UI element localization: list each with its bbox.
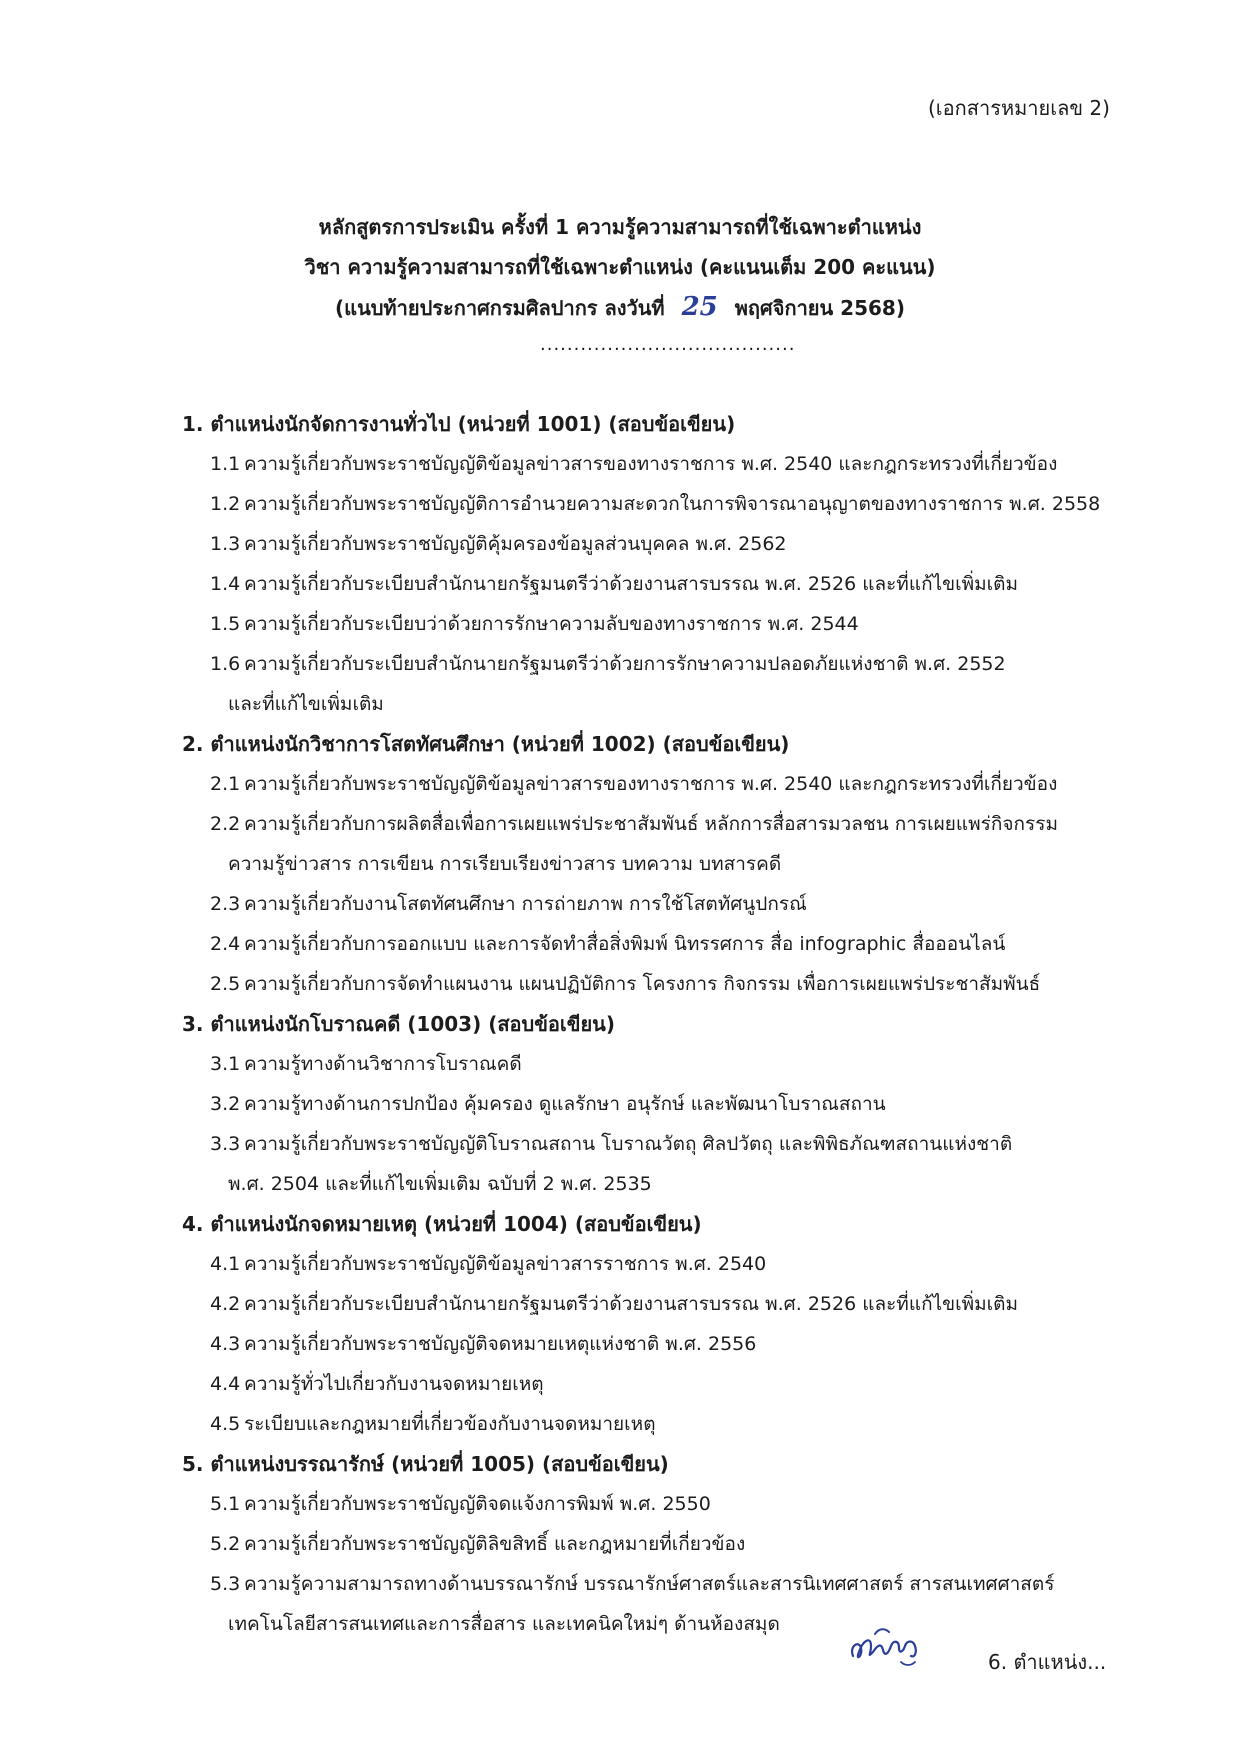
item-number: 2.2	[210, 813, 241, 835]
item-text: ความรู้เกี่ยวกับงานโสตทัศนศึกษา การถ่ายภาพ การใช้โสตทัศนูปกรณ์	[244, 893, 807, 915]
document-number: (เอกสารหมายเลข 2)	[928, 96, 1110, 120]
list-item	[182, 1084, 1142, 1124]
section-title: 5. ตำแหน่งบรรณารักษ์ (หน่วยที่ 1005) (สอบข้อเขียน)	[182, 1452, 669, 1476]
list-item	[182, 1404, 1142, 1444]
section-1	[182, 404, 1142, 724]
document-header	[0, 207, 1240, 327]
list-item	[182, 564, 1142, 604]
item-text: ความรู้เกี่ยวกับพระราชบัญญัติข้อมูลข่าวสารของทางราชการ พ.ศ. 2540 และกฎกระทรวงที่เกี่ยวข้อง	[244, 773, 1058, 795]
header-line-3-prefix: (แนบท้ายประกาศกรมศิลปากร ลงวันที่	[335, 296, 665, 320]
sections-content	[182, 404, 1142, 1644]
item-text: ความรู้เกี่ยวกับการจัดทำแผนงาน แผนปฏิบัติการ โครงการ กิจกรรม เพื่อการเผยแพร่ประชาสัมพันธ์	[244, 973, 1041, 995]
section-title: 1. ตำแหน่งนักจัดการงานทั่วไป (หน่วยที่ 1001) (สอบข้อเขียน)	[182, 412, 736, 436]
header-line-1: หลักสูตรการประเมิน ครั้งที่ 1 ความรู้ความสามารถที่ใช้เฉพาะตำแหน่ง	[318, 215, 922, 239]
list-item	[182, 524, 1142, 564]
item-number: 2.4	[210, 933, 241, 955]
item-number: 5.1	[210, 1493, 241, 1515]
item-number: 4.5	[210, 1413, 241, 1435]
item-text: ความรู้เกี่ยวกับพระราชบัญญัติคุ้มครองข้อมูลส่วนบุคคล พ.ศ. 2562	[244, 533, 787, 555]
item-number: 3.1	[210, 1053, 241, 1075]
item-text-continued: เทคโนโลยีสารสนเทศและการสื่อสาร และเทคนิคใหม่ๆ ด้านห้องสมุด	[228, 1613, 780, 1635]
item-text-continued: พ.ศ. 2504 และที่แก้ไขเพิ่มเติม ฉบับที่ 2 พ.ศ. 2535	[228, 1173, 652, 1195]
item-number: 4.1	[210, 1253, 241, 1275]
item-text: ความรู้เกี่ยวกับระเบียบสำนักนายกรัฐมนตรีว่าด้วยการรักษาความปลอดภัยแห่งชาติ พ.ศ. 2552	[244, 653, 1006, 675]
list-item	[182, 1364, 1142, 1404]
item-text-continued: และที่แก้ไขเพิ่มเติม	[228, 693, 384, 715]
item-number: 1.1	[210, 453, 241, 475]
item-text: ความรู้เกี่ยวกับพระราชบัญญัติการอำนวยความสะดวกในการพิจารณาอนุญาตของทางราชการ พ.ศ. 2558	[244, 493, 1101, 515]
item-text: ความรู้เกี่ยวกับการออกแบบ และการจัดทำสื่อสิ่งพิมพ์ นิทรรศการ สื่อ infographic สื่อออนไลน์	[244, 933, 1006, 955]
item-number: 2.5	[210, 973, 241, 995]
header-separator-dots: ......................................	[540, 334, 796, 355]
list-item	[182, 884, 1142, 924]
section-title: 3. ตำแหน่งนักโบราณคดี (1003) (สอบข้อเขียน)	[182, 1012, 615, 1036]
header-line-3-suffix: พฤศจิกายน 2568)	[734, 296, 905, 320]
handwritten-signature	[845, 1622, 925, 1676]
item-number: 5.2	[210, 1533, 241, 1555]
list-item	[182, 1324, 1142, 1364]
list-item	[182, 1484, 1142, 1524]
item-text: ความรู้เกี่ยวกับระเบียบสำนักนายกรัฐมนตรีว่าด้วยงานสารบรรณ พ.ศ. 2526 และที่แก้ไขเพิ่มเติม	[244, 1293, 1019, 1315]
list-item	[182, 1564, 1142, 1644]
list-item	[182, 1044, 1142, 1084]
item-text-continued: ความรู้ข่าวสาร การเขียน การเรียบเรียงข่าวสาร บทความ บทสารคดี	[228, 853, 782, 875]
item-text: ความรู้เกี่ยวกับพระราชบัญญัติลิขสิทธิ์ และกฎหมายที่เกี่ยวข้อง	[244, 1533, 746, 1555]
list-item	[182, 1284, 1142, 1324]
item-text: ความรู้เกี่ยวกับพระราชบัญญัติโบราณสถาน โบราณวัตถุ ศิลปวัตถุ และพิพิธภัณฑสถานแห่งชาติ	[244, 1133, 1013, 1155]
item-text: ความรู้เกี่ยวกับพระราชบัญญัติข้อมูลข่าวสารของทางราชการ พ.ศ. 2540 และกฎกระทรวงที่เกี่ยวข้อง	[244, 453, 1058, 475]
item-text: ความรู้ทั่วไปเกี่ยวกับงานจดหมายเหตุ	[244, 1373, 544, 1395]
item-text: ความรู้ทางด้านการปกป้อง คุ้มครอง ดูแลรักษา อนุรักษ์ และพัฒนาโบราณสถาน	[244, 1093, 886, 1115]
section-4	[182, 1204, 1142, 1444]
list-item	[182, 1124, 1142, 1204]
header-line-3	[0, 287, 1240, 327]
item-text: ความรู้เกี่ยวกับระเบียบสำนักนายกรัฐมนตรีว่าด้วยงานสารบรรณ พ.ศ. 2526 และที่แก้ไขเพิ่มเติม	[244, 573, 1019, 595]
item-text: ความรู้เกี่ยวกับพระราชบัญญัติข้อมูลข่าวสารราชการ พ.ศ. 2540	[244, 1253, 767, 1275]
item-number: 5.3	[210, 1573, 241, 1595]
item-number: 4.4	[210, 1373, 241, 1395]
item-number: 4.3	[210, 1333, 241, 1355]
next-page-indicator: 6. ตำแหน่ง...	[988, 1650, 1107, 1674]
item-text: ความรู้เกี่ยวกับการผลิตสื่อเพื่อการเผยแพร่ประชาสัมพันธ์ หลักการสื่อสารมวลชน การเผยแพร่กิจกรรม	[244, 813, 1058, 835]
list-item	[182, 924, 1142, 964]
item-number: 2.3	[210, 893, 241, 915]
list-item	[182, 644, 1142, 724]
list-item	[182, 604, 1142, 644]
item-number: 3.2	[210, 1093, 241, 1115]
list-item	[182, 764, 1142, 804]
header-line-2: วิชา ความรู้ความสามารถที่ใช้เฉพาะตำแหน่ง (คะแนนเต็ม 200 คะแนน)	[304, 255, 936, 279]
section-2	[182, 724, 1142, 1004]
list-item	[182, 964, 1142, 1004]
item-number: 1.5	[210, 613, 241, 635]
item-number: 1.6	[210, 653, 241, 675]
item-number: 1.2	[210, 493, 241, 515]
section-5	[182, 1444, 1142, 1644]
item-number: 1.4	[210, 573, 241, 595]
item-text: ความรู้ทางด้านวิชาการโบราณคดี	[244, 1053, 522, 1075]
item-text: ความรู้เกี่ยวกับพระราชบัญญัติจดแจ้งการพิมพ์ พ.ศ. 2550	[244, 1493, 711, 1515]
section-title: 2. ตำแหน่งนักวิชาการโสตทัศนศึกษา (หน่วยที่ 1002) (สอบข้อเขียน)	[182, 732, 790, 756]
item-number: 1.3	[210, 533, 241, 555]
item-number: 3.3	[210, 1133, 241, 1155]
item-text: ความรู้เกี่ยวกับระเบียบว่าด้วยการรักษาความลับของทางราชการ พ.ศ. 2544	[244, 613, 859, 635]
item-number: 4.2	[210, 1293, 241, 1315]
section-title: 4. ตำแหน่งนักจดหมายเหตุ (หน่วยที่ 1004) (สอบข้อเขียน)	[182, 1212, 702, 1236]
signature-scribble	[845, 1622, 925, 1672]
list-item	[182, 1524, 1142, 1564]
item-text: ความรู้เกี่ยวกับพระราชบัญญัติจดหมายเหตุแห่งชาติ พ.ศ. 2556	[244, 1333, 757, 1355]
handwritten-date-day: 25	[681, 292, 718, 322]
item-text: ระเบียบและกฎหมายที่เกี่ยวข้องกับงานจดหมายเหตุ	[244, 1413, 656, 1435]
list-item	[182, 804, 1142, 884]
list-item	[182, 484, 1142, 524]
section-3	[182, 1004, 1142, 1204]
list-item	[182, 444, 1142, 484]
list-item	[182, 1244, 1142, 1284]
item-number: 2.1	[210, 773, 241, 795]
item-text: ความรู้ความสามารถทางด้านบรรณารักษ์ บรรณารักษ์ศาสตร์และสารนิเทศศาสตร์ สารสนเทศศาสตร์	[244, 1573, 1055, 1595]
